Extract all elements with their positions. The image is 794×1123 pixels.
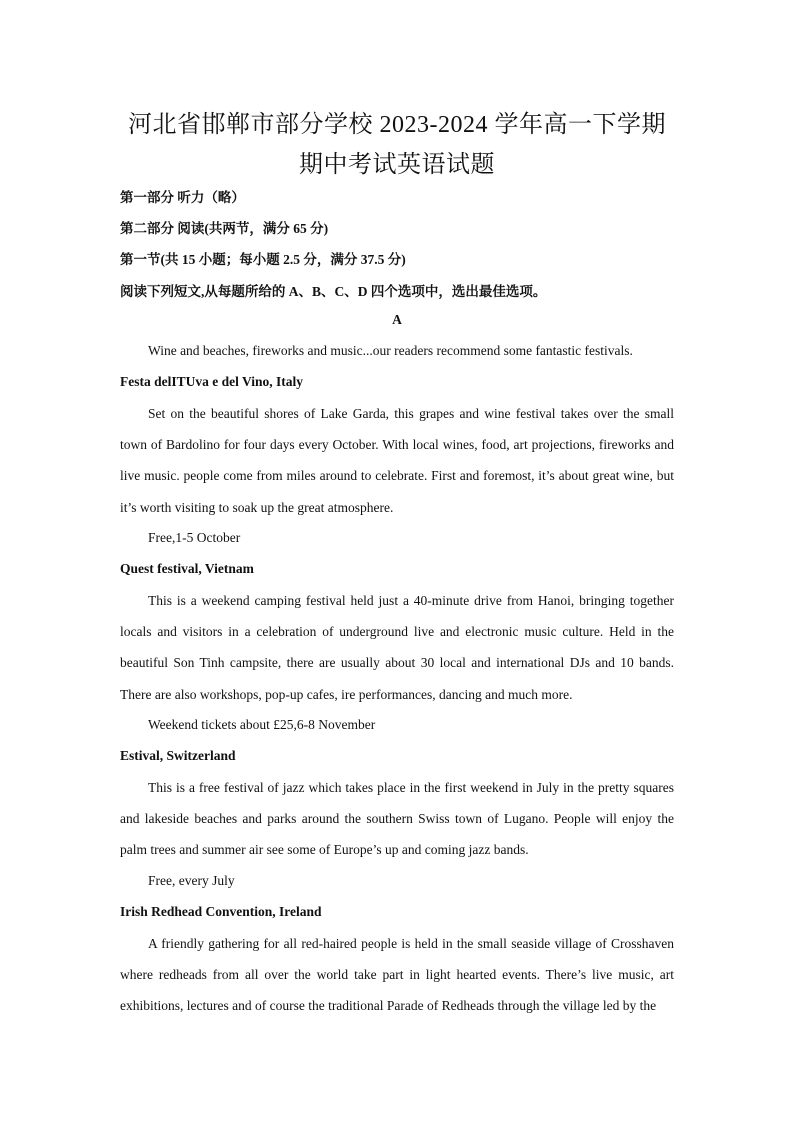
festival-body-ireland: A friendly gathering for all red-haired people is held in the small seaside village of Crosshaven where redheads from all over the world take part in light hearted events. There’s live music, art exhibitions, lectures and of course the traditional Parade of Redheads through the village led by the (120, 936, 674, 1014)
festival-body-vietnam: This is a weekend camping festival held just a 40-minute drive from Hanoi, bringing together locals and visitors in a celebration of underground live and electronic music culture. Held in the beautiful Son Tinh campsite, there are usually about 30 local and international DJs and 10 bands. There are also workshops, pop-up cafes, ire performances, dancing and much more. (120, 593, 674, 702)
passage-intro: Wine and beaches, fireworks and music...our readers recommend some fantastic festivals. (148, 343, 633, 358)
exam-title-line1: 河北省邯郸市部分学校 2023-2024 学年高一下学期 (128, 112, 666, 138)
festival-name-ireland: Irish Redhead Convention, Ireland (120, 904, 322, 919)
instruction-text: 阅读下列短文,从每题所给的 A、B、C、D 四个选项中，选出最佳选项。 (120, 284, 547, 299)
festival-name-vietnam: Quest festival, Vietnam (120, 561, 254, 576)
festival-body-italy: Set on the beautiful shores of Lake Garda, this grapes and wine festival takes over the small town of Bardolino for four days every October. With local wines, food, art projections, fireworks and live music. people come from miles around to celebrate. First and foremost, it’s about great wine, but it’s worth visiting to soak up the great atmosphere. (120, 406, 674, 515)
exam-title-line2: 期中考试英语试题 (299, 152, 495, 178)
festival-info-switzerland: Free, every July (148, 873, 235, 888)
part2-heading: 第二部分 阅读(共两节，满分 65 分) (120, 221, 329, 236)
part1-heading: 第一部分 听力（略） (120, 190, 245, 205)
passage-label: A (392, 312, 402, 327)
festival-info-italy: Free,1-5 October (148, 530, 241, 545)
section1-heading: 第一节(共 15 小题；每小题 2.5 分，满分 37.5 分) (120, 252, 406, 267)
festival-name-switzerland: Estival, Switzerland (120, 748, 236, 763)
festival-body-switzerland: This is a free festival of jazz which takes place in the first weekend in July in the pretty squares and lakeside beaches and parks around the southern Swiss town of Lugano. People will enjoy the palm trees and summer air see some of Europe’s up and coming jazz bands. (120, 780, 674, 858)
festival-info-vietnam: Weekend tickets about £25,6-8 November (148, 717, 376, 732)
festival-name-italy: Festa delITUva e del Vino, Italy (120, 374, 304, 389)
